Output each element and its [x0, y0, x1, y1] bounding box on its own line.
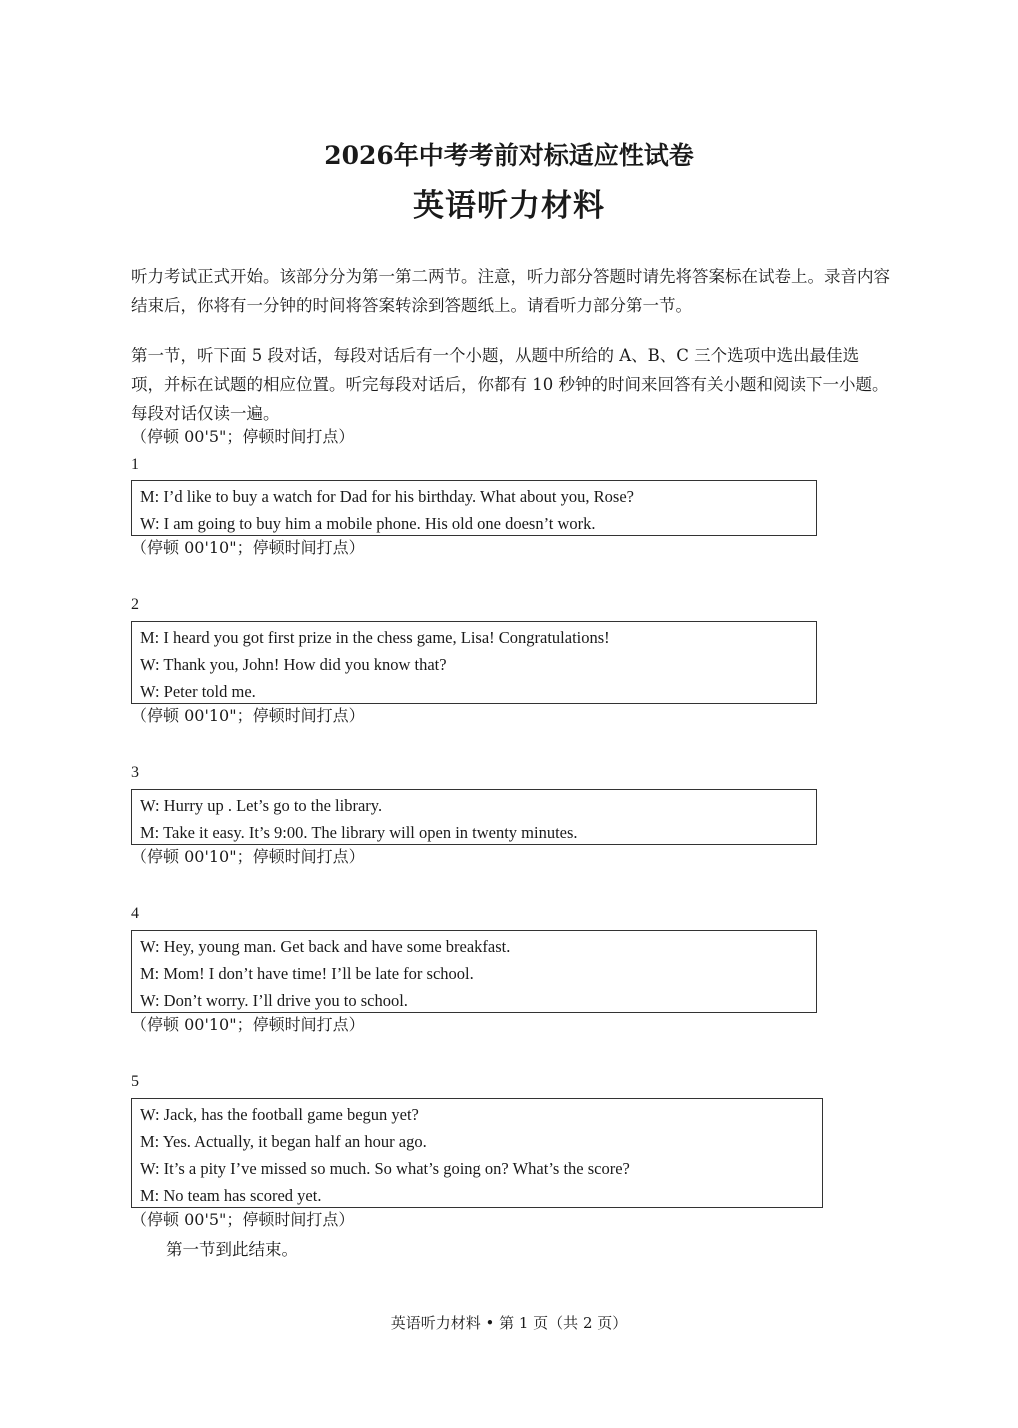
dialog-line: M: Yes. Actually, it began half an hour ago.: [140, 1132, 427, 1151]
question-number: 2: [131, 596, 139, 613]
dialog-line: W: Peter told me.: [140, 682, 256, 701]
section-end-note: 第一节到此结束。: [166, 1240, 298, 1259]
dialog-box: [131, 480, 817, 536]
dialog-line: M: I heard you got first prize in the chess game, Lisa! Congratulations!: [140, 628, 610, 647]
dialog-box: [131, 789, 817, 845]
question-number: 5: [131, 1073, 139, 1090]
pause-note: （停顿 00'10"；停顿时间打点）: [131, 538, 365, 557]
page-title: 2026年中考考前对标适应性试卷: [324, 141, 694, 170]
dialog-box: [131, 1098, 823, 1208]
question-number: 4: [131, 905, 139, 922]
page-footer: 英语听力材料 • 第 1 页（共 2 页）: [390, 1314, 628, 1332]
pause-note: （停顿 00'5"；停顿时间打点）: [131, 1210, 355, 1229]
dialog-line: M: Take it easy. It’s 9:00. The library will open in twenty minutes.: [140, 823, 578, 842]
question-number: 3: [131, 764, 139, 781]
pause-note: （停顿 00'10"；停顿时间打点）: [131, 1015, 365, 1034]
question-number: 1: [131, 456, 139, 473]
dialog-line: M: No team has scored yet.: [140, 1186, 322, 1205]
initial-pause: （停顿 00'5"；停顿时间打点）: [131, 427, 355, 446]
pause-note: （停顿 00'10"；停顿时间打点）: [131, 847, 365, 866]
dialog-line: W: Jack, has the football game begun yet?: [140, 1105, 419, 1124]
section-instructions: 第一节，听下面 5 段对话，每段对话后有一个小题，从题中所给的 A、B、C 三个选项中选出最佳选项，并标在试题的相应位置。听完每段对话后，你都有 10 秒钟的时间来回答有关小题和阅读下一小题。每段对话仅读一遍。: [131, 346, 889, 423]
dialog-line: W: Hey, young man. Get back and have some breakfast.: [140, 937, 511, 956]
pause-note: （停顿 00'10"；停顿时间打点）: [131, 706, 365, 725]
intro-paragraph: 听力考试正式开始。该部分分为第一第二两节。注意，听力部分答题时请先将答案标在试卷上。录音内容结束后，你将有一分钟的时间将答案转涂到答题纸上。请看听力部分第一节。: [131, 267, 890, 315]
page-subtitle: 英语听力材料: [413, 188, 605, 224]
dialog-line: W: Hurry up . Let’s go to the library.: [140, 796, 383, 815]
dialog-box: [131, 621, 817, 704]
dialog-line: M: Mom! I don’t have time! I’ll be late for school.: [140, 964, 474, 983]
dialog-line: W: I am going to buy him a mobile phone. His old one doesn’t work.: [140, 514, 596, 533]
dialog-line: W: It’s a pity I’ve missed so much. So what’s going on? What’s the score?: [140, 1159, 630, 1178]
dialog-box: [131, 930, 817, 1013]
dialog-line: W: Thank you, John! How did you know that?: [140, 655, 447, 674]
dialog-line: W: Don’t worry. I’ll drive you to school.: [140, 991, 408, 1010]
dialog-line: M: I’d like to buy a watch for Dad for his birthday. What about you, Rose?: [140, 487, 634, 506]
